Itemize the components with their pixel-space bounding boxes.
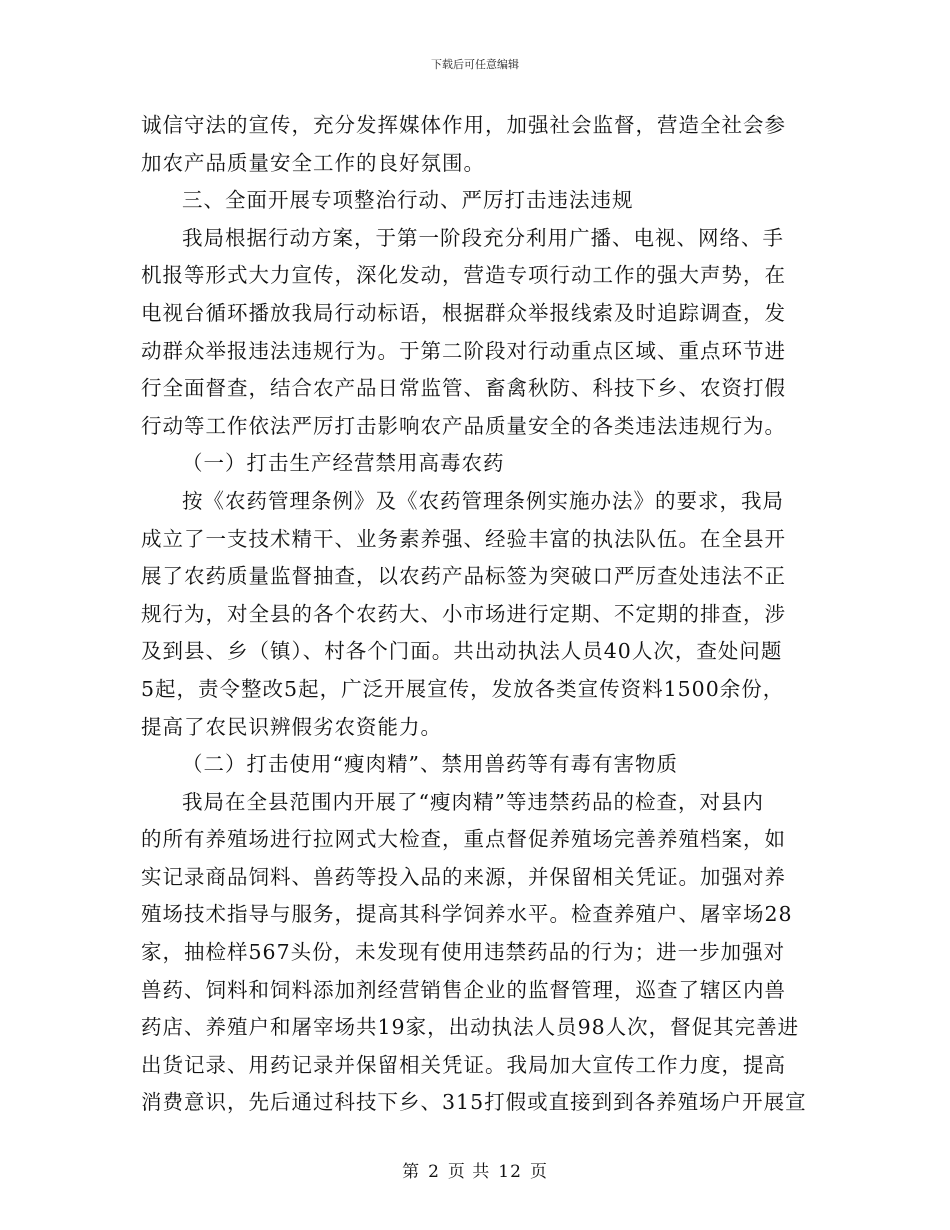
footer-page-number: 2 bbox=[428, 1162, 440, 1182]
text-line: 殖场技术指导与服务，提高其科学饲养水平。检查养殖户、屠宰场28 bbox=[141, 902, 793, 927]
body-text bbox=[141, 107, 811, 1122]
text-line: 按《农药管理条例》及《农药管理条例实施办法》的要求，我局 bbox=[182, 488, 784, 513]
text-line: 行全面督查，结合农产品日常监管、畜禽秋防、科技下乡、农资打假 bbox=[141, 376, 786, 401]
text-line: 行动等工作依法严厉打击影响农产品质量安全的各类违法违规行为。 bbox=[141, 413, 786, 438]
page-footer bbox=[0, 1157, 950, 1182]
text-line: 的所有养殖场进行拉网式大检查，重点督促养殖场完善养殖档案，如 bbox=[141, 827, 786, 852]
text-line: 动群众举报违法违规行为。于第二阶段对行动重点区域、重点环节进 bbox=[141, 338, 786, 363]
text-line: （二）打击使用“瘦肉精”、禁用兽药等有毒有害物质 bbox=[182, 752, 678, 777]
text-line: 加农产品质量安全工作的良好氛围。 bbox=[141, 150, 485, 175]
text-line: 规行为，对全县的各个农药大、小市场进行定期、不定期的排查，涉 bbox=[141, 601, 786, 626]
footer-suffix: 页 bbox=[529, 1162, 548, 1182]
text-line: 5起，责令整改5起，广泛开展宣传，发放各类宣传资料1500余份， bbox=[141, 676, 785, 701]
text-line: 三、全面开展专项整治行动、严厉打击违法违规 bbox=[182, 188, 634, 213]
text-line: 我局在全县范围内开展了“瘦肉精”等违禁药品的检查，对县内 bbox=[182, 789, 764, 814]
header-note: 下载后可任意编辑 bbox=[431, 58, 519, 71]
text-line: 我局根据行动方案，于第一阶段充分利用广播、电视、网络、手 bbox=[182, 225, 784, 250]
text-line: 家，抽检样567头份，未发现有使用违禁药品的行为；进一步加强对 bbox=[141, 940, 786, 965]
text-line: 机报等形式大力宣传，深化发动，营造专项行动工作的强大声势，在 bbox=[141, 263, 786, 288]
text-line: （一）打击生产经营禁用高毒农药 bbox=[182, 451, 505, 476]
text-line: 实记录商品饲料、兽药等投入品的来源，并保留相关凭证。加强对养 bbox=[141, 864, 786, 889]
text-line: 及到县、乡（镇）、村各个门面。共出动执法人员40人次，查处问题 bbox=[141, 639, 783, 664]
text-line: 诚信守法的宣传，充分发挥媒体作用，加强社会监督，营造全社会参 bbox=[141, 113, 786, 137]
text-line: 电视台循环播放我局行动标语，根据群众举报线索及时追踪调查，发 bbox=[141, 300, 786, 325]
text-line: 成立了一支技术精干、业务素养强、经验丰富的执法队伍。在全县开 bbox=[141, 526, 786, 551]
footer-prefix: 第 bbox=[402, 1162, 421, 1182]
text-line: 展了农药质量监督抽查，以农药产品标签为突破口严厉查处违法不正 bbox=[141, 564, 786, 589]
footer-total-pages: 12 bbox=[498, 1162, 522, 1182]
text-line: 提高了农民识辨假劣农资能力。 bbox=[141, 714, 442, 739]
text-line: 消费意识，先后通过科技下乡、315打假或直接到到各养殖场户开展宣 bbox=[141, 1090, 807, 1115]
text-line: 药店、养殖户和屠宰场共19家，出动执法人员98人次，督促其完善进 bbox=[141, 1015, 800, 1040]
footer-middle: 页 共 bbox=[447, 1162, 491, 1182]
text-line: 出货记录、用药记录并保留相关凭证。我局加大宣传工作力度，提高 bbox=[141, 1052, 786, 1077]
text-line: 兽药、饲料和饲料添加剂经营销售企业的监督管理，巡查了辖区内兽 bbox=[141, 977, 786, 1002]
